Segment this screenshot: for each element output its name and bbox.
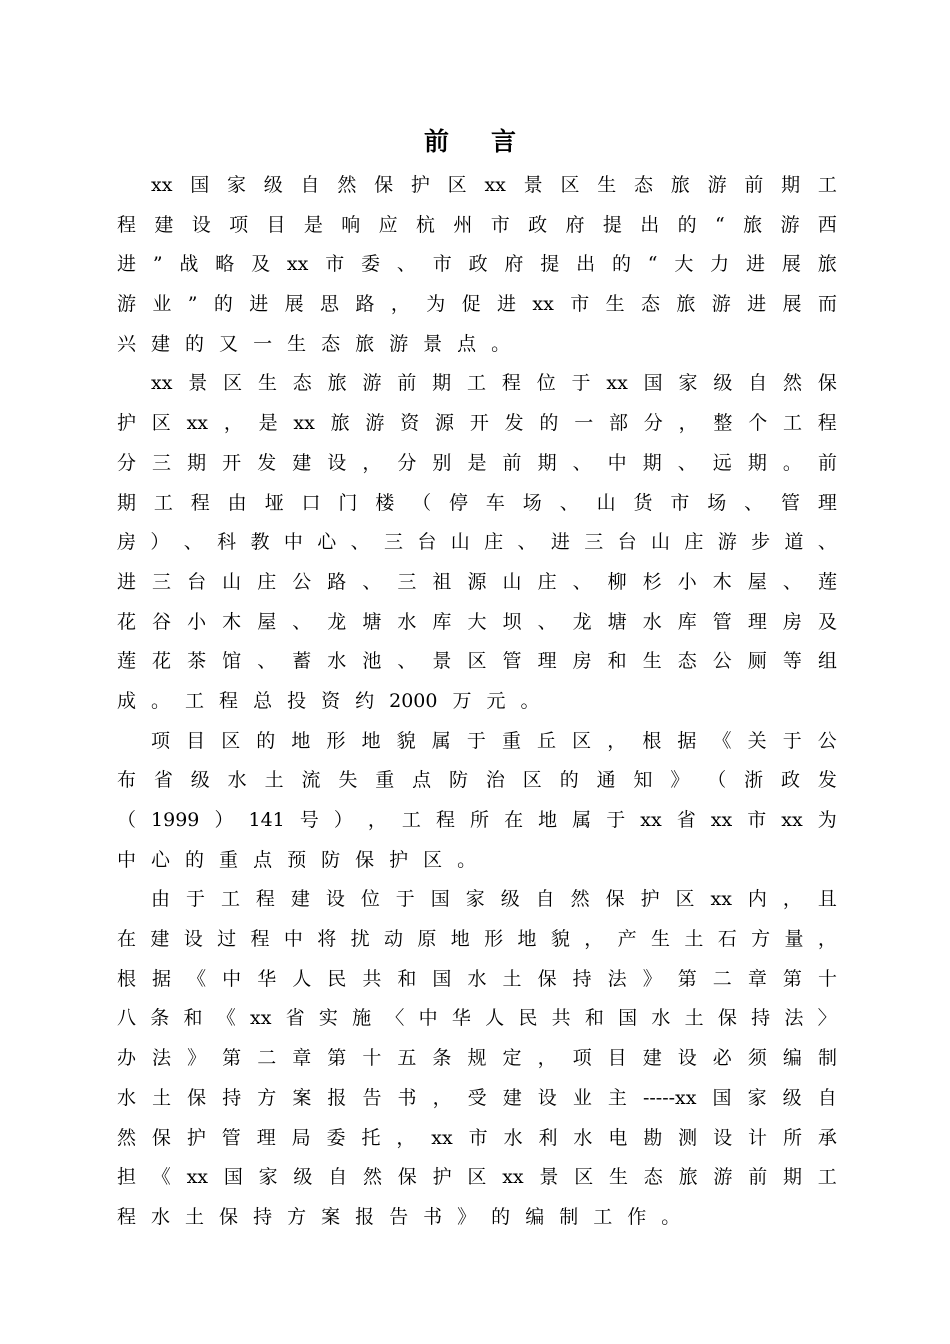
- paragraph-line: 根 据 《 中 华 人 民 共 和 国 水 土 保 持 法 》 第 二 章 第 十: [117, 967, 837, 990]
- paragraph-line: xx 景 区 生 态 旅 游 前 期 工 程 位 于 xx 国 家 级 自 然 保: [151, 372, 837, 395]
- paragraph-line: 进 ” 战 略 及 xx 市 委 、 市 政 府 提 出 的 “ 大 力 进 展 旅: [117, 253, 837, 276]
- paragraph-line: 在 建 设 过 程 中 将 扰 动 原 地 形 地 貌 ， 产 生 土 石 方 量 ，: [117, 928, 837, 951]
- paragraph-line: 花 谷 小 木 屋 、 龙 塘 水 库 大 坝 、 龙 塘 水 库 管 理 房 及: [117, 610, 837, 633]
- paragraph-line: 莲 花 茶 馆 、 蓄 水 池 、 景 区 管 理 房 和 生 态 公 厕 等 组: [117, 650, 837, 673]
- paragraph-line: 办 法 》 第 二 章 第 十 五 条 规 定 ， 项 目 建 设 必 须 编 制: [117, 1047, 837, 1070]
- paragraph-line: 程 水 土 保 持 方 案 报 告 书 》 的 编 制 工 作 。: [117, 1205, 681, 1228]
- paragraph-line: 水 土 保 持 方 案 报 告 书 ， 受 建 设 业 主 -----xx 国 家 级 自: [117, 1086, 837, 1109]
- page-title: [0, 122, 940, 158]
- paragraph-line: 兴 建 的 又 一 生 态 旅 游 景 点 。: [117, 332, 511, 355]
- paragraph-line: 八 条 和 《 xx 省 实 施 〈 中 华 人 民 共 和 国 水 土 保 持 法 〉: [117, 1007, 837, 1030]
- paragraph-line: 期 工 程 由 垭 口 门 楼 （ 停 车 场 、 山 货 市 场 、 管 理: [117, 491, 837, 514]
- paragraph-line: 成 。 工 程 总 投 资 约 2000 万 元 。: [117, 689, 540, 712]
- paragraph-line: 中 心 的 重 点 预 防 保 护 区 。: [117, 848, 477, 871]
- paragraph-line: 分 三 期 开 发 建 设 ， 分 别 是 前 期 、 中 期 、 远 期 。 前: [117, 451, 837, 474]
- paragraph-line: 然 保 护 管 理 局 委 托 ， xx 市 水 利 水 电 勘 测 设 计 所 承: [117, 1126, 837, 1149]
- title-left-char: 前: [423, 127, 449, 156]
- paragraph-line: （ 1999 ） 141 号 ） ， 工 程 所 在 地 属 于 xx 省 xx 市 xx 为: [117, 809, 837, 831]
- paragraph-line: 游 业 ” 的 进 展 思 路 ， 为 促 进 xx 市 生 态 旅 游 进 展 而: [117, 293, 837, 316]
- paragraph-line: 项 目 区 的 地 形 地 貌 属 于 重 丘 区 ， 根 据 《 关 于 公: [151, 729, 837, 752]
- title-right-char: 言: [491, 127, 517, 156]
- paragraph-line: 程 建 设 项 目 是 响 应 杭 州 市 政 府 提 出 的 “ 旅 游 西: [117, 213, 837, 236]
- document-body: [117, 166, 837, 1238]
- paragraph-line: 进 三 台 山 庄 公 路 、 三 祖 源 山 庄 、 柳 杉 小 木 屋 、 莲: [117, 570, 837, 593]
- paragraph-line: xx 国 家 级 自 然 保 护 区 xx 景 区 生 态 旅 游 前 期 工: [151, 174, 837, 196]
- paragraph-line: 房 ） 、 科 教 中 心 、 三 台 山 庄 、 进 三 台 山 庄 游 步 道 、: [117, 531, 837, 554]
- paragraph-line: 担 《 xx 国 家 级 自 然 保 护 区 xx 景 区 生 态 旅 游 前 期 工: [117, 1166, 837, 1189]
- paragraph-line: 由 于 工 程 建 设 位 于 国 家 级 自 然 保 护 区 xx 内 ， 且: [151, 888, 837, 911]
- paragraph-line: 布 省 级 水 土 流 失 重 点 防 治 区 的 通 知 》 （ 浙 政 发: [117, 769, 837, 792]
- paragraph-line: 护 区 xx ， 是 xx 旅 游 资 源 开 发 的 一 部 分 ， 整 个 工 程: [117, 412, 837, 435]
